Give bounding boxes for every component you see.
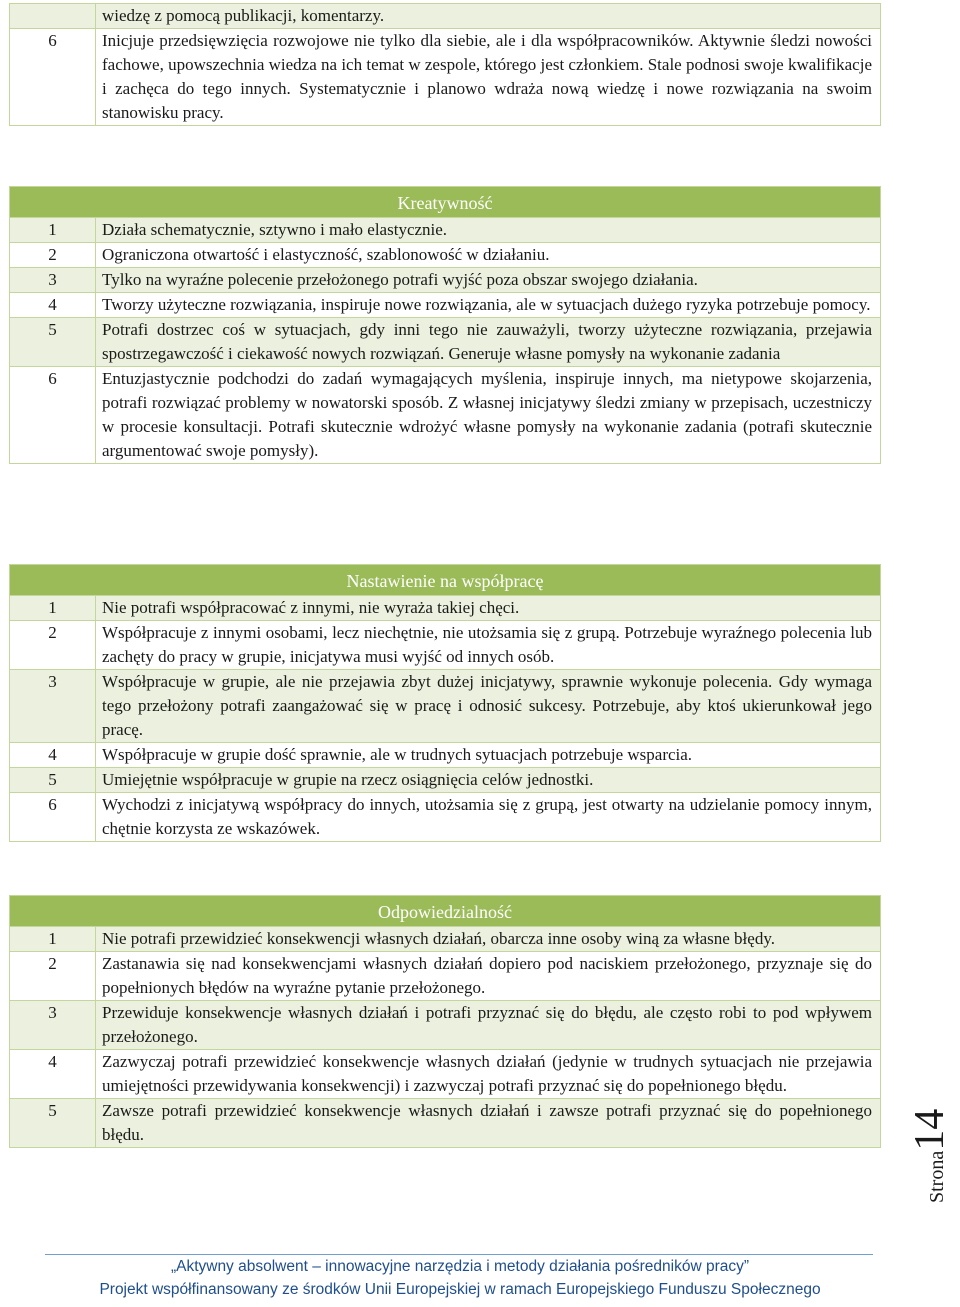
level-description: Zazwyczaj potrafi przewidzieć konsekwencje własnych działań (jedynie w trudnych sytuacjach nie przejawia umiejętności przewidywania konsekwencji) i zazwyczaj potrafi przyznać się do popełnionego błędu. bbox=[96, 1050, 881, 1099]
table-row bbox=[10, 743, 881, 768]
section-header bbox=[10, 896, 881, 927]
table-row bbox=[10, 318, 881, 367]
table-row bbox=[10, 29, 881, 126]
competency-table-wspolpraca bbox=[9, 564, 881, 842]
level-number: 5 bbox=[10, 1099, 96, 1148]
section-header bbox=[10, 565, 881, 596]
level-description: Potrafi dostrzec coś w sytuacjach, gdy inni tego nie zauważyli, tworzy użyteczne rozwiązania, przejawia spostrzegawczość i ciekawość nowych rozwiązań. Generuje własne pomysły na wykonanie zadania bbox=[96, 318, 881, 367]
level-description: Nie potrafi współpracować z innymi, nie wyraża takiej chęci. bbox=[96, 596, 881, 621]
section-title: Nastawienie na współpracę bbox=[10, 565, 881, 596]
competency-table-odpowiedzialnosc bbox=[9, 895, 881, 1148]
table-row bbox=[10, 793, 881, 842]
level-description: Nie potrafi przewidzieć konsekwencji własnych działań, obarcza inne osoby winą za własne błędy. bbox=[96, 927, 881, 952]
competency-table-top bbox=[9, 3, 881, 126]
footer-funding-note: Projekt współfinansowany ze środków Unii Europejskiej w ramach Europejskiego Funduszu Społecznego bbox=[99, 1281, 821, 1298]
table-row bbox=[10, 1001, 881, 1050]
footer-divider bbox=[45, 1254, 873, 1255]
table-row bbox=[10, 367, 881, 464]
table-row bbox=[10, 1099, 881, 1148]
level-description: Tylko na wyraźne polecenie przełożonego potrafi wyjść poza obszar swojego działania. bbox=[96, 268, 881, 293]
level-description: Przewiduje konsekwencje własnych działań i potrafi przyznać się do błędu, ale często robi to pod wpływem przełożonego. bbox=[96, 1001, 881, 1050]
level-description: Współpracuje z innymi osobami, lecz niechętnie, nie utożsamia się z grupą. Potrzebuje wyraźnego polecenia lub zachęty do pracy w grupie, inicjatywa musi wyjść od innych osób. bbox=[96, 621, 881, 670]
page-label: Strona bbox=[926, 1150, 948, 1203]
level-number: 3 bbox=[10, 268, 96, 293]
table-row bbox=[10, 670, 881, 743]
level-description: Inicjuje przedsięwzięcia rozwojowe nie tylko dla siebie, ale i dla współpracowników. Aktywnie śledzi nowości fachowe, upowszechnia wiedza na ich temat w zespole, którego jest członkiem. Stale podnosi swoje kwalifikacje i zachęca do tego innych. Systematycznie i planowo wdraża nową wiedzę i nowe rozwiązania na swoim stanowisku pracy. bbox=[96, 29, 881, 126]
table-row bbox=[10, 1050, 881, 1099]
level-description: wiedzę z pomocą publikacji, komentarzy. bbox=[96, 4, 881, 29]
level-number: 1 bbox=[10, 927, 96, 952]
table-row bbox=[10, 293, 881, 318]
section-title: Kreatywność bbox=[10, 187, 881, 218]
level-description: Wychodzi z inicjatywą współpracy do innych, utożsamia się z grupą, jest otwarty na udzielanie pomocy innym, chętnie korzysta ze wskazówek. bbox=[96, 793, 881, 842]
level-description: Entuzjastycznie podchodzi do zadań wymagających myślenia, inspiruje innych, ma nietypowe skojarzenia, potrafi rozwiązać problemy w nowatorski sposób. Z własnej inicjatywy śledzi zmiany w przepisach, uczestniczy w procesie konsultacji. Potrafi skutecznie wdrożyć własne pomysły na wykonanie zadania (potrafi skutecznie argumentować swoje pomysły). bbox=[96, 367, 881, 464]
level-number: 4 bbox=[10, 743, 96, 768]
table-row bbox=[10, 621, 881, 670]
level-number: 2 bbox=[10, 952, 96, 1001]
level-number: 6 bbox=[10, 793, 96, 842]
page-number-vertical bbox=[906, 1108, 960, 1203]
footer-project-title: „Aktywny absolwent – innowacyjne narzędzia i metody działania pośredników pracy” bbox=[170, 1258, 750, 1275]
table-row bbox=[10, 4, 881, 29]
level-number: 3 bbox=[10, 1001, 96, 1050]
level-number: 6 bbox=[10, 29, 96, 126]
table-row bbox=[10, 952, 881, 1001]
table-row bbox=[10, 596, 881, 621]
table-row bbox=[10, 268, 881, 293]
level-number bbox=[10, 4, 96, 29]
level-description: Umiejętnie współpracuje w grupie na rzecz osiągnięcia celów jednostki. bbox=[96, 768, 881, 793]
level-description: Współpracuje w grupie dość sprawnie, ale w trudnych sytuacjach potrzebuje wsparcia. bbox=[96, 743, 881, 768]
level-number: 5 bbox=[10, 318, 96, 367]
table-row bbox=[10, 927, 881, 952]
level-description: Zawsze potrafi przewidzieć konsekwencje własnych działań i zawsze potrafi przyznać się do popełnionego błędu. bbox=[96, 1099, 881, 1148]
level-number: 2 bbox=[10, 621, 96, 670]
competency-table-kreatywnosc bbox=[9, 186, 881, 464]
level-number: 4 bbox=[10, 293, 96, 318]
level-number: 2 bbox=[10, 243, 96, 268]
level-number: 1 bbox=[10, 218, 96, 243]
level-description: Tworzy użyteczne rozwiązania, inspiruje nowe rozwiązania, ale w sytuacjach dużego ryzyka potrzebuje pomocy. bbox=[96, 293, 881, 318]
level-number: 3 bbox=[10, 670, 96, 743]
level-number: 6 bbox=[10, 367, 96, 464]
page-number: 14 bbox=[907, 1108, 953, 1151]
level-description: Działa schematycznie, sztywno i mało elastycznie. bbox=[96, 218, 881, 243]
level-number: 1 bbox=[10, 596, 96, 621]
section-header bbox=[10, 187, 881, 218]
level-description: Ograniczona otwartość i elastyczność, szablonowość w działaniu. bbox=[96, 243, 881, 268]
section-title: Odpowiedzialność bbox=[10, 896, 881, 927]
table-row bbox=[10, 218, 881, 243]
level-number: 5 bbox=[10, 768, 96, 793]
level-description: Zastanawia się nad konsekwencjami własnych działań dopiero pod naciskiem przełożonego, przyznaje się do popełnionych błędów na wyraźne pytanie przełożonego. bbox=[96, 952, 881, 1001]
level-description: Współpracuje w grupie, ale nie przejawia zbyt dużej inicjatywy, sprawnie wykonuje polecenia. Gdy wymaga tego przełożony potrafi zaangażować się w pracę i odnosić sukcesy. Potrzebuje, aby ktoś ukierunkował jego pracę. bbox=[96, 670, 881, 743]
table-row bbox=[10, 243, 881, 268]
level-number: 4 bbox=[10, 1050, 96, 1099]
table-row bbox=[10, 768, 881, 793]
